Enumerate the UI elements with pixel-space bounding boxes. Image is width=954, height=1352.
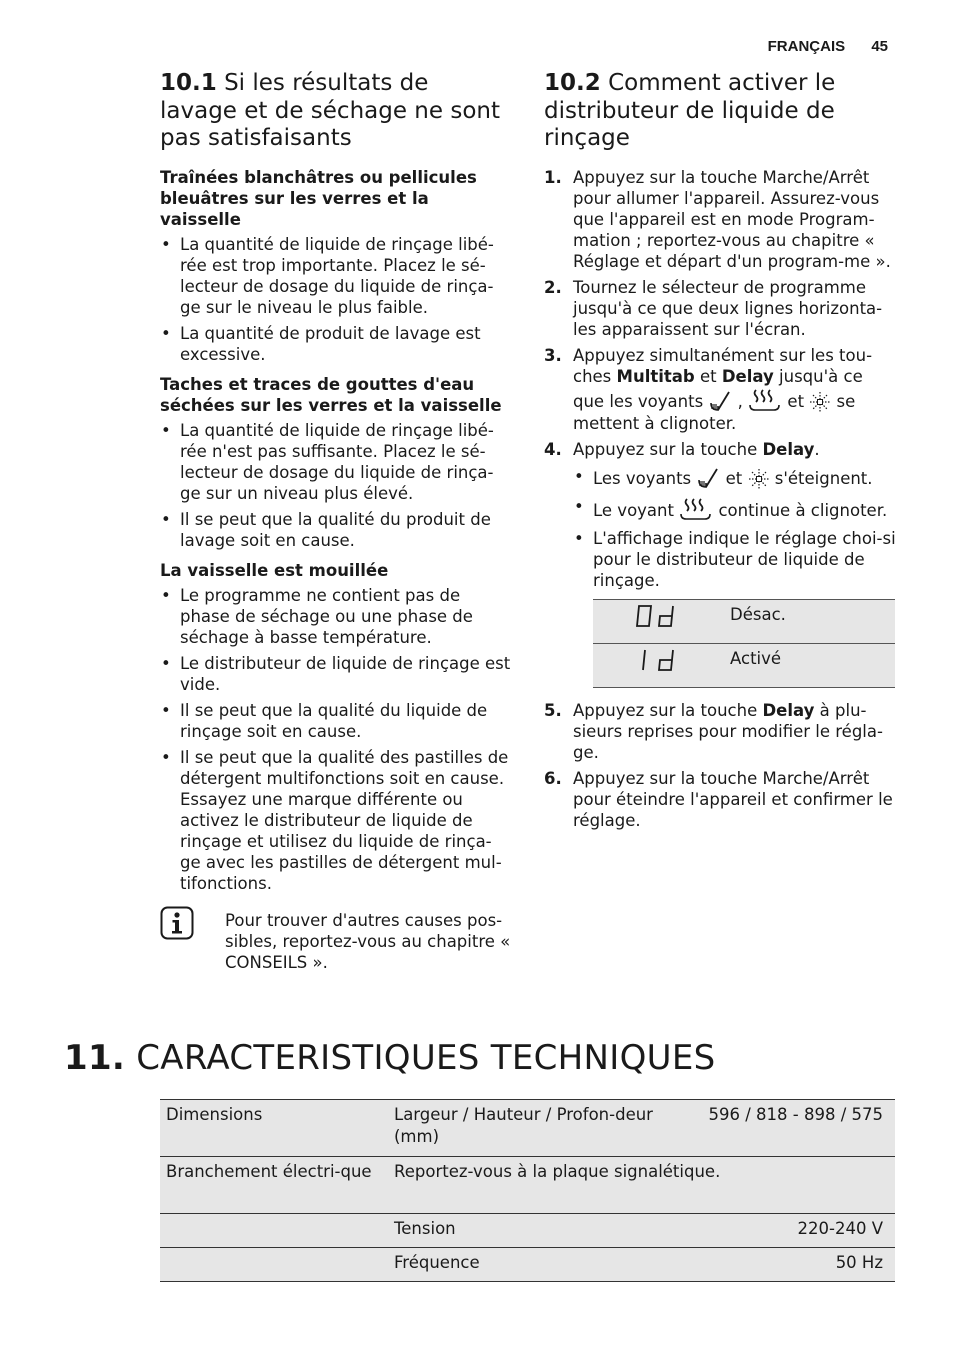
spec-value: 596 / 818 - 898 / 575	[690, 1100, 895, 1157]
salt-indicator-icon	[748, 468, 770, 490]
spec-detail: Largeur / Hauteur / Profon-deur (mm)	[388, 1100, 690, 1157]
problem-title: La vaisselle est mouillée	[160, 560, 389, 580]
table-row	[160, 1157, 895, 1214]
spec-value: 220-240 V	[690, 1214, 895, 1248]
salt-indicator-icon	[809, 391, 831, 413]
right-column	[544, 70, 896, 836]
step-item	[544, 439, 896, 688]
step-text: à plu-sieurs reprises pour modifier le régla-ge.	[573, 700, 883, 762]
page-number: 45	[871, 38, 888, 55]
cause-item: • Il se peut que la qualité du liquide de rinçage soit en cause.	[160, 700, 512, 742]
cause-item: • Le programme ne contient pas de phase de séchage ou une phase de séchage à basse température.	[160, 585, 512, 648]
step-text: et	[782, 391, 810, 411]
step-text: Appuyez sur la touche	[573, 700, 763, 720]
display-code-off	[635, 604, 679, 630]
spec-label: Dimensions	[160, 1100, 388, 1157]
step-text: Appuyez sur la touche Marche/Arrêt pour allumer l'appareil. Assurez-vous que l'appareil est en mode Program-mation ; reportez-vous au chapitre « Réglage et départ d'un program-me ».	[573, 167, 891, 271]
step-text: Les voyants	[593, 468, 697, 488]
info-note	[160, 910, 512, 973]
spec-label	[160, 1248, 388, 1282]
step-text: Appuyez sur la touche Marche/Arrêt pour éteindre l'appareil et confirmer le réglage.	[573, 768, 893, 830]
section-10-2-heading	[544, 70, 896, 153]
cause-item: • La quantité de liquide de rinçage libé-rée est trop importante. Placez le sé-lecteur de dosage du liquide de rinça-ge sur le niveau le plus faible.	[160, 234, 512, 318]
step-number: 5.	[544, 700, 562, 720]
cause-list	[160, 420, 512, 551]
cause-item: • Il se peut que la qualité du produit de lavage soit en cause.	[160, 509, 512, 551]
spec-detail: Reportez-vous à la plaque signalétique.	[388, 1157, 895, 1214]
section-10-1-heading	[160, 70, 512, 153]
cause-list	[160, 585, 512, 894]
technical-specs-table	[160, 1099, 895, 1282]
step-text: Appuyez sur la touche	[573, 439, 763, 459]
display-settings-table	[593, 599, 895, 688]
step-number: 6.	[544, 768, 562, 788]
section-number: 10.2	[544, 70, 601, 96]
delay-key-label: Delay	[721, 366, 774, 386]
display-value: Activé	[720, 643, 895, 687]
step-item	[544, 277, 896, 340]
chapter-11-heading	[64, 1038, 716, 1078]
step-text: s'éteignent.	[769, 468, 873, 488]
chapter-number: 11.	[64, 1038, 126, 1078]
step-sub-item: • L'affichage indique le réglage choi-si pour le distributeur de liquide de rinçage.	[573, 528, 896, 591]
table-row	[593, 599, 895, 643]
cause-item: • La quantité de liquide de rinçage libé-rée n'est pas suffisante. Placez le sé-lecteur de dosage du liquide de rinça-ge sur un niveau plus élevé.	[160, 420, 512, 504]
step-text: et	[720, 468, 748, 488]
steps-list	[544, 167, 896, 831]
step-text: Appuyez simultanément sur les tou-ches	[573, 345, 873, 386]
step-text: se mettent à clignoter.	[573, 391, 856, 433]
step-number: 2.	[544, 277, 562, 297]
info-text: Pour trouver d'autres causes pos-sibles, reportez-vous au chapitre « CONSEILS ».	[225, 910, 511, 972]
section-title: Si les résultats de lavage et de séchage ne sont pas satisfaisants	[160, 70, 500, 151]
rinse-aid-indicator-icon	[679, 496, 713, 522]
display-value: Désac.	[720, 599, 895, 643]
display-code-cell	[593, 643, 720, 687]
step-number: 3.	[544, 345, 562, 365]
delay-key-label: Delay	[762, 439, 815, 459]
step-text: Tournez le sélecteur de programme jusqu'à ce que deux lignes horizonta-les apparaissent sur l'écran.	[573, 277, 883, 339]
problem-title: Traînées blanchâtres ou pellicules bleuâtres sur les verres et la vaisselle	[160, 167, 477, 229]
problem-title: Taches et traces de gouttes d'eau séchées sur les verres et la vaisselle	[160, 374, 502, 415]
table-row	[593, 643, 895, 687]
step-sub-item	[573, 466, 896, 490]
step-text: Le voyant	[593, 500, 680, 520]
cause-item: • Le distributeur de liquide de rinçage est vide.	[160, 653, 512, 695]
spec-value: 50 Hz	[690, 1248, 895, 1282]
cause-item: • Il se peut que la qualité des pastilles de détergent multifonctions soit en cause. Essayez une marque différente ou activez le distributeur de liquide de rinçage et utilisez du liquide de rinça-ge avec les pastilles de détergent mul-tifonctions.	[160, 747, 512, 894]
cause-list	[160, 234, 512, 365]
display-code-cell	[593, 599, 720, 643]
step-sub-list	[573, 466, 896, 591]
cause-item: • La quantité de produit de lavage est excessive.	[160, 323, 512, 365]
spec-detail: Tension	[388, 1214, 690, 1248]
table-row	[160, 1248, 895, 1282]
left-column	[160, 70, 512, 973]
step-text: ,	[732, 391, 749, 411]
delay-key-label: Delay	[762, 700, 815, 720]
spec-label	[160, 1214, 388, 1248]
step-text: continue à clignoter.	[713, 500, 888, 520]
table-row	[160, 1214, 895, 1248]
table-row	[160, 1100, 895, 1157]
multitab-key-label: Multitab	[616, 366, 695, 386]
display-code-on	[635, 648, 679, 674]
info-icon	[160, 906, 194, 940]
page-header	[768, 38, 888, 55]
step-text: jusqu'à ce que les voyants	[573, 366, 863, 411]
multitab-indicator-icon	[696, 466, 720, 490]
step-item	[544, 700, 896, 763]
step-item	[544, 768, 896, 831]
step-text: et	[694, 366, 722, 386]
step-sub-item	[573, 496, 896, 522]
language-label: FRANÇAIS	[767, 38, 846, 55]
step-number: 4.	[544, 439, 562, 459]
multitab-indicator-icon	[708, 389, 732, 413]
step-item	[544, 345, 896, 434]
step-number: 1.	[544, 167, 562, 187]
step-text: .	[814, 439, 820, 459]
spec-detail: Fréquence	[388, 1248, 690, 1282]
section-title: Comment activer le distributeur de liquide de rinçage	[544, 70, 836, 151]
step-item	[544, 167, 896, 272]
rinse-aid-indicator-icon	[748, 387, 782, 413]
spec-label: Branchement électri-que	[160, 1157, 388, 1214]
chapter-title: CARACTERISTIQUES TECHNIQUES	[136, 1038, 716, 1078]
section-number: 10.1	[160, 70, 217, 96]
